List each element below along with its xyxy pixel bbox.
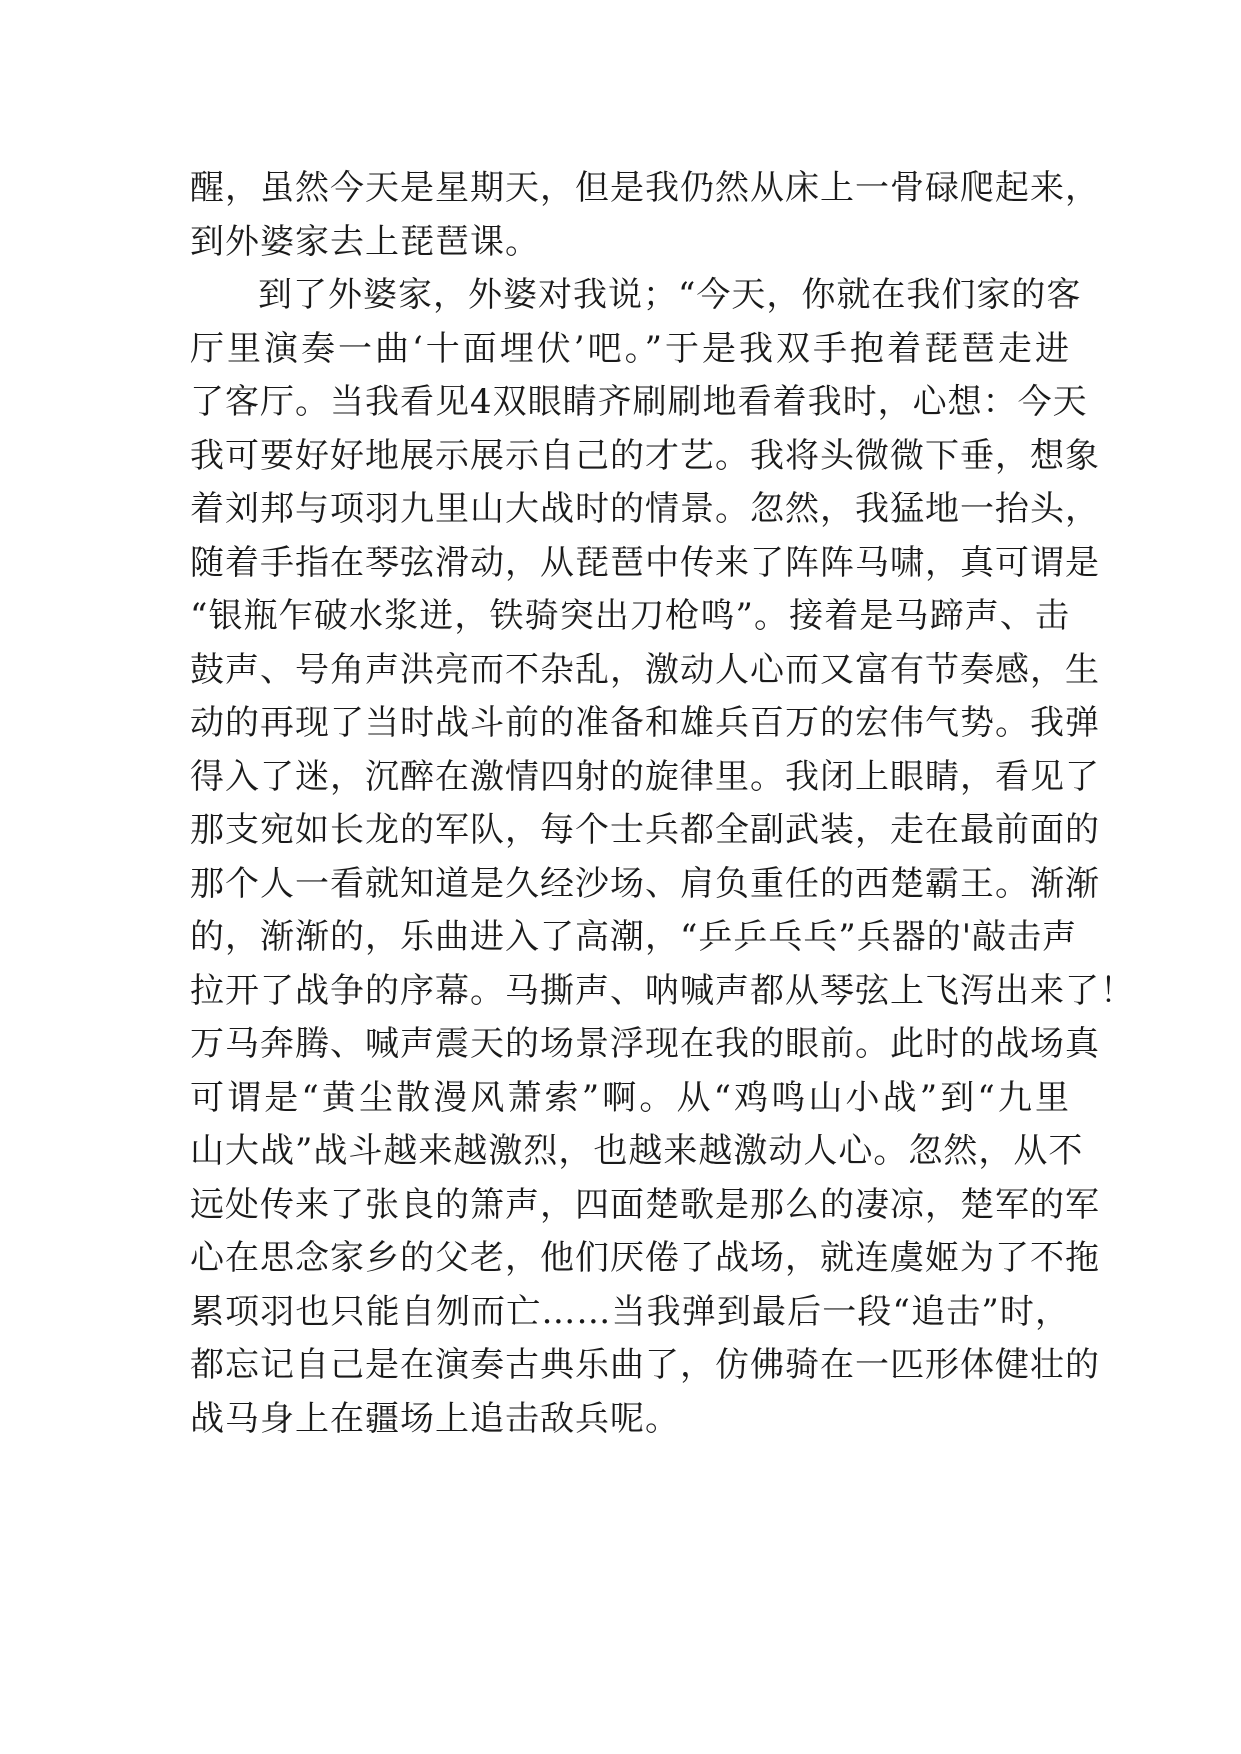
text-line: 鼓声、号角声洪亮而不杂乱，激动人心而又富有节奏感，生 [190,649,1100,690]
text-line: 心在思念家乡的父老，他们厌倦了战场，就连虞姬为了不拖 [190,1238,1100,1278]
text-line: 累项羽也只能自刎而亡……当我弹到最后一段“追击”时， [190,1291,1070,1332]
text-line: 拉开了战争的序幕。马撕声、呐喊声都从琴弦上飞泻出来了！ [190,970,1135,1011]
text-line: 到了外婆家，外婆对我说；“今天，你就在我们家的客 [258,275,1082,315]
text-line: 到外婆家去上琵琶课。 [190,221,540,262]
text-line: 都忘记自己是在演奏古典乐曲了，仿佛骑在一匹形体健壮的 [190,1345,1100,1385]
text-line: 得入了迷，沉醉在激情四射的旋律里。我闭上眼睛，看见了 [190,756,1100,797]
text-line: 了客厅。当我看见4双眼睛齐刷刷地看着我时，心想：今天 [190,382,1088,422]
essay-body [190,162,1135,1446]
text-line: 山大战”战斗越来越激烈，也越来越激动人心。忽然，从不 [190,1131,1084,1171]
text-line: 动的再现了当时战斗前的准备和雄兵百万的宏伟气势。我弹 [190,703,1100,743]
text-line: 随着手指在琴弦滑动，从琵琶中传来了阵阵马啸，真可谓是 [190,542,1100,583]
text-line: 我可要好好地展示展示自己的才艺。我将头微微下垂，想象 [190,435,1100,476]
text-line: 厅里演奏一曲‘十面埋伏’吧。”于是我双手抱着琵琶走进 [190,328,1070,369]
text-line: 着刘邦与项羽九里山大战时的情景。忽然，我猛地一抬头， [190,489,1100,529]
text-line: 可谓是“黄尘散漫风萧索”啊。从“鸡鸣山小战”到“九里 [190,1077,1070,1118]
text-line: 的，渐渐的，乐曲进入了高潮，“乒乒乓乓”兵器的'敲击声 [190,917,1078,957]
text-line: 远处传来了张良的箫声，四面楚歌是那么的凄凉，楚军的军 [190,1184,1100,1225]
text-line: 万马奔腾、喊声震天的场景浮现在我的眼前。此时的战场真 [190,1024,1100,1064]
text-line: 醒，虽然今天是星期天，但是我仍然从床上一骨碌爬起来， [190,168,1100,208]
text-line: “银瓶乍破水浆迸，铁骑突出刀枪鸣”。接着是马蹄声、击 [190,596,1070,636]
text-line: 那支宛如长龙的军队，每个士兵都全副武装，走在最前面的 [190,810,1100,850]
text-line: 战马身上在疆场上追击敌兵呢。 [190,1398,680,1439]
text-line: 那个人一看就知道是久经沙场、肩负重任的西楚霸王。渐渐 [190,863,1100,904]
